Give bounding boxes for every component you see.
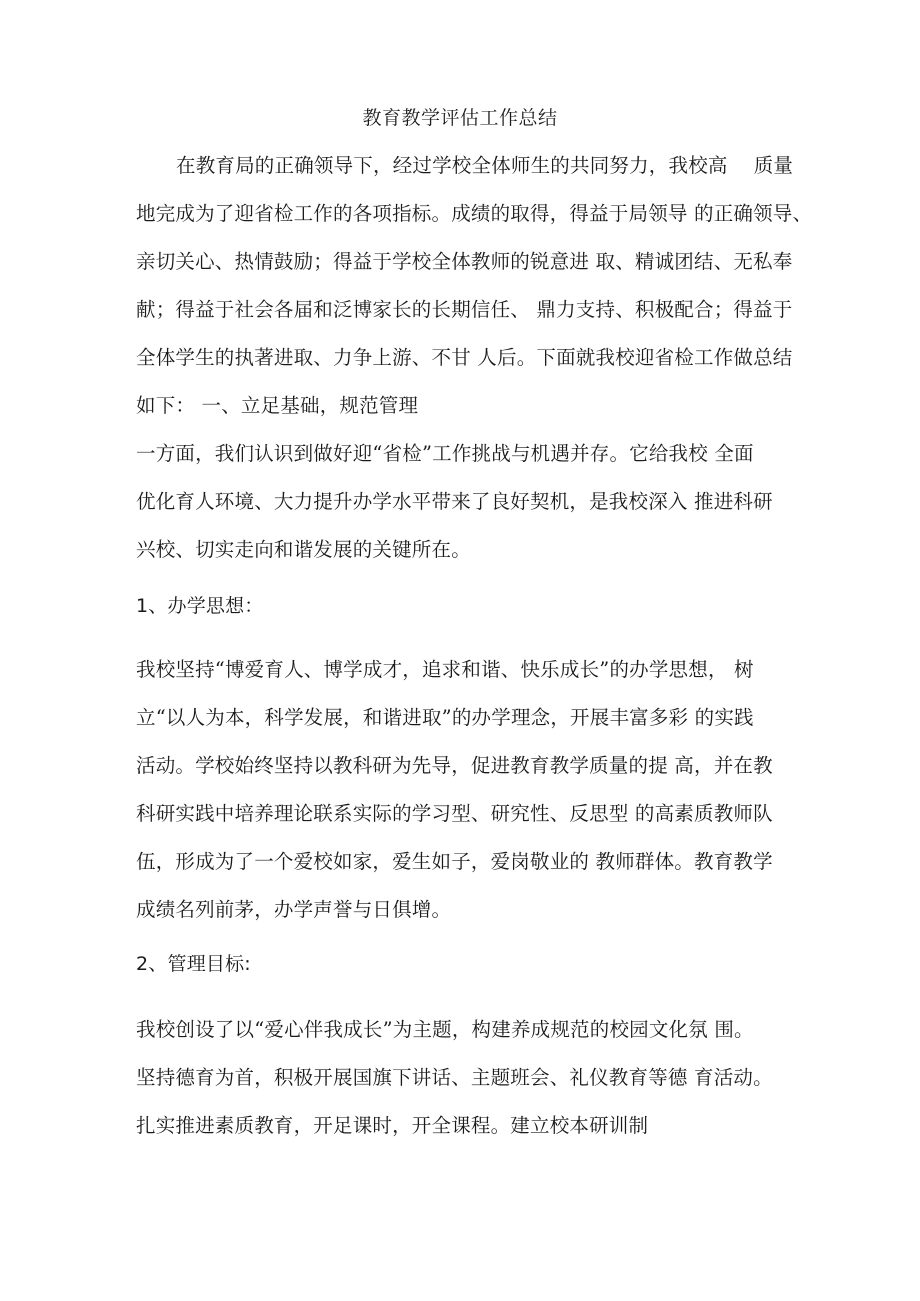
section1-line-4: 科研实践中培养理论联系实际的学习型、研究性、反思型 的高素质教师队 — [136, 802, 773, 825]
intro-line-1: 在教育局的正确领导下，经过学校全体师生的共同努力，我校高 质量 — [176, 154, 794, 177]
section2-line-2: 坚持德育为首，积极开展国旗下讲话、主题班会、礼仪教育等德 育活动。 — [136, 1066, 773, 1089]
part1-line-3: 兴校、切实走向和谐发展的关键所在。 — [136, 538, 471, 561]
section1-heading: 1、办学思想： — [136, 595, 264, 617]
section2-heading: 2、管理目标: — [136, 953, 251, 975]
intro-line-6: 如下： 一、立足基础，规范管理 — [136, 394, 419, 417]
intro-line-2: 地完成为了迎省检工作的各项指标。成绩的取得，得益于局领导 的正确领导、 — [136, 202, 813, 225]
section1-line-2: 立“以人为本，科学发展，和谐进取”的办学理念，开展丰富多彩 的实践 — [136, 706, 754, 729]
section1-line-5: 伍，形成为了一个爱校如家，爱生如子，爱岗敬业的 教师群体。教育教学 — [136, 850, 773, 873]
part1-line-2: 优化育人环境、大力提升办学水平带来了良好契机，是我校深入 推进科研 — [136, 490, 773, 513]
section2-line-1: 我校创设了以“爱心伴我成长”为主题，构建养成规范的校园文化氛 围。 — [136, 1018, 754, 1041]
intro-line-4: 献；得益于社会各届和泛博家长的长期信任、 鼎力支持、积极配合；得益于 — [136, 298, 793, 321]
intro-line-5: 全体学生的执著进取、力争上游、不甘 人后。下面就我校迎省检工作做总结 — [136, 346, 793, 369]
section1-line-6: 成绩名列前茅，办学声誉与日俱增。 — [136, 898, 452, 921]
intro-line-3: 亲切关心、热情鼓励；得益于学校全体教师的锐意进 取、精诚团结、无私奉 — [136, 250, 793, 273]
section1-line-1: 我校坚持“博爱育人、博学成才，追求和谐、快乐成长”的办学思想， 树 — [136, 658, 754, 681]
section2-line-3: 扎实推进素质教育，开足课时，开全课程。建立校本研训制 — [136, 1114, 649, 1137]
section1-line-3: 活动。学校始终坚持以教科研为先导，促进教育教学质量的提 高，并在教 — [136, 754, 773, 777]
document-title: 教育教学评估工作总结 — [362, 107, 558, 129]
part1-line-1: 一方面，我们认识到做好迎“省检”工作挑战与机遇并存。它给我校 全面 — [136, 442, 754, 465]
